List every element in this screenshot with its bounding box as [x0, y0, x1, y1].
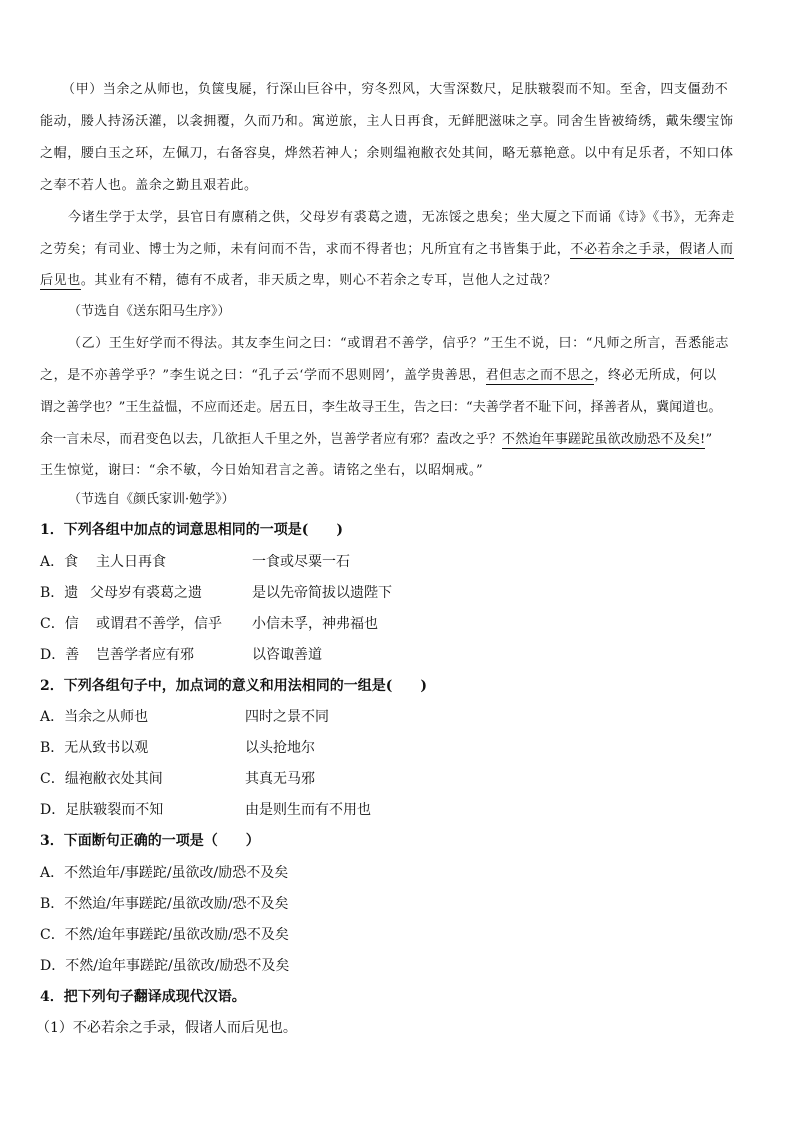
source-yi: （节选自《颜氏家训·勉学》）: [68, 492, 235, 507]
passage-jia-line-1: （甲）当余之从师也，负箧曳屣，行深山巨谷中，穷冬烈风，大雪深数尺，足肤皲裂而不知。至舍，四支僵劲不: [62, 82, 729, 97]
passage-text: ，终必无所成，何以: [594, 368, 717, 383]
question-3-stem: 3．下面断句正确的一项是（ ）: [40, 833, 260, 849]
question-3-option-b: B．不然迨/年事蹉跎/虽欲改励/恐不及矣: [40, 896, 289, 912]
option-left: D．足肤皲裂而不知: [40, 802, 164, 818]
passage-jia-line-6: [40, 240, 734, 260]
passage-yi-line-3: 谓之善学也？”王生益愠，不应而还走。居五日，李生故寻王生，告之曰：“夫善学者不耻下问，择善者从，冀闻道也。: [40, 400, 722, 415]
option-left: B．无从致书以观: [40, 740, 149, 756]
option-right: 由是则生而有不用也: [245, 802, 371, 818]
option-left: 岂善学者应有邪: [96, 647, 194, 663]
passage-text: 之劳矣；有司业、博士为之师，未有问而不告，求而不得者也；凡所宜有之书皆集于此，: [40, 242, 571, 257]
question-2-stem: 2．下列各组句子中，加点词的意义和用法相同的一组是( ): [40, 678, 427, 694]
underlined-sentence: 不然迨年事蹉跎虽欲改励恐不及矣!: [502, 432, 706, 447]
option-left: 父母岁有裘葛之遗: [90, 585, 202, 601]
source-jia: （节选自《送东阳马生序》）: [68, 304, 231, 319]
question-3-option-c: C．不然/迨年事蹉跎/虽欲改励/恐不及矣: [40, 927, 289, 943]
passage-yi-line-2: [40, 366, 717, 386]
passage-text: 。其业有不精，德有不成者，非天质之卑，则心不若余之专耳，岂他人之过哉？: [80, 273, 557, 288]
option-label: D．善: [40, 647, 80, 663]
passage-yi-line-1: （乙）王生好学而不得法。其友李生问之曰：“或谓君不善学，信乎？”王生不说，曰：“凡师之所言，吾悉能志: [68, 336, 729, 351]
underlined-sentence: 后见也: [40, 273, 81, 288]
option-left: 主人日再食: [96, 554, 166, 570]
option-label: B．遗: [40, 585, 79, 601]
question-1-stem: 1．下列各组中加点的词意思相同的一项是( ): [40, 522, 343, 538]
option-right: 其真无马邪: [245, 771, 315, 787]
passage-jia-line-2: 能动，媵人持汤沃灌，以衾拥覆，久而乃和。寓逆旅，主人日再食，无鲜肥滋味之享。同舍生皆被绮绣，戴朱缨宝饰: [40, 114, 734, 129]
option-right: 是以先帝简拔以遗陛下: [252, 585, 392, 601]
option-left: C．缊袍敝衣处其间: [40, 771, 163, 787]
option-left: 或谓君不善学，信乎: [96, 616, 222, 632]
underlined-sentence: 君但志之而不思之: [485, 368, 595, 383]
option-right: 以头抢地尔: [245, 740, 315, 756]
option-right: 四时之景不同: [245, 709, 329, 725]
question-3-option-d: D．不然/迨年事蹉跎/虽欲改/励恐不及矣: [40, 958, 290, 974]
option-label: C．信: [40, 616, 79, 632]
question-4-sub-1: （1）不必若余之手录，假诸人而后见也。: [36, 1020, 297, 1036]
option-right: 一食或尽粟一石: [252, 554, 350, 570]
passage-yi-line-5: 王生惊觉，谢曰：“余不敏，今日始知君言之善。请铭之坐右，以昭炯戒。”: [40, 463, 484, 478]
passage-jia-line-3: 之帽，腰白玉之环，左佩刀，右备容臭，烨然若神人；余则缊袍敝衣处其间，略无慕艳意。以中有足乐者，不知口体: [40, 146, 734, 161]
passage-text: 余一言未尽，而君变色以去，几欲拒人千里之外，岂善学者应有邪？盍改之乎？: [40, 432, 503, 447]
underlined-sentence: 不必若余之手录，假诸人而: [570, 242, 734, 257]
question-3-option-a: A．不然迨年/事蹉跎/虽欲改/励恐不及矣: [40, 865, 289, 881]
option-left: A．当余之从师也: [40, 709, 149, 725]
passage-text: ”: [705, 432, 713, 447]
option-right: 以咨诹善道: [252, 647, 322, 663]
passage-yi-line-4: [40, 430, 712, 450]
passage-jia-line-4: 之奉不若人也。盖余之勤且艰若此。: [40, 178, 258, 193]
passage-jia-line-5: 今诸生学于太学，县官日有廪稍之供，父母岁有裘葛之遗，无冻馁之患矣；坐大厦之下而诵《诗》《书》，无奔走: [68, 210, 736, 225]
question-4-stem: 4．把下列句子翻译成现代汉语。: [40, 989, 246, 1005]
passage-text: 之，是不亦善学乎？”李生说之曰：“孔子云‘学而不思则罔’，盖学贵善思，: [40, 368, 486, 383]
option-right: 小信未孚，神弗福也: [252, 616, 378, 632]
passage-jia-line-7: [40, 271, 557, 291]
option-label: A．食: [40, 554, 79, 570]
